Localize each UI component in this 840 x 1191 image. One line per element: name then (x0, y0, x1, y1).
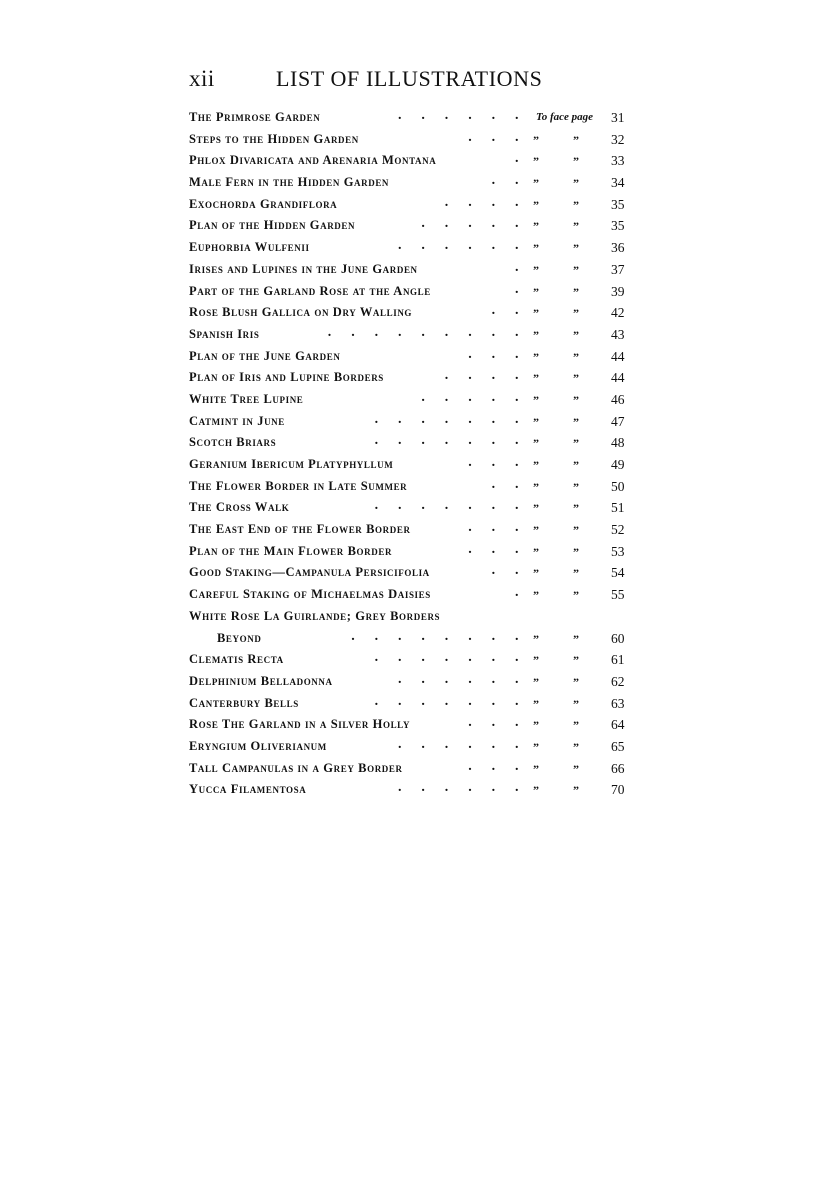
ditto-mark: ” (533, 458, 539, 472)
leader-dot: . (444, 628, 449, 644)
list-item (189, 650, 629, 672)
ditto-mark: ” (533, 696, 539, 711)
leader-dot: . (421, 324, 425, 340)
leader-dot: . (515, 650, 519, 666)
leader-dot: . (515, 715, 519, 731)
illustration-caption: Exochorda Grandiflora (189, 196, 338, 211)
leader-dot: . (351, 628, 355, 644)
leader-dot: . (515, 736, 519, 752)
illustration-caption: Eryngium Oliverianum (189, 738, 327, 753)
ditto-mark: ” (533, 241, 539, 256)
ditto-mark: ” (533, 371, 539, 386)
list-item (189, 151, 629, 173)
leader-dot: . (421, 389, 425, 405)
list-item (189, 759, 629, 781)
leader-dot: . (468, 736, 472, 752)
page-reference: 32 (611, 131, 625, 147)
list-item (189, 195, 629, 217)
list-item (189, 585, 629, 607)
leader-dot: . (491, 541, 496, 557)
ditto-mark: ” (573, 392, 579, 407)
illustration-caption: Yucca Filamentosa (189, 782, 307, 797)
list-item (189, 563, 629, 585)
list-item (189, 282, 629, 304)
leader-dot: . (491, 520, 496, 536)
illustration-caption: White Tree Lupine (189, 391, 304, 406)
leader-dot: . (444, 650, 449, 666)
ditto-mark: ” (573, 132, 579, 147)
ditto-mark: ” (533, 176, 539, 191)
leader-dot: . (374, 628, 379, 644)
leader-dot: . (515, 476, 519, 492)
leader-dot: . (468, 216, 472, 232)
ditto-mark: ” (573, 349, 579, 364)
leader-dot: . (468, 108, 472, 123)
illustration-caption: Good Staking—Campanula Persicifolia (189, 565, 430, 580)
leader-dot: . (491, 129, 496, 145)
leader-dot: . (421, 671, 425, 687)
leader-dot: . (491, 389, 496, 405)
page-reference: 55 (611, 587, 625, 603)
list-item (189, 325, 629, 347)
illustration-caption: Steps to the Hidden Garden (189, 131, 359, 146)
page-reference: 33 (611, 153, 625, 169)
leader-dot: . (515, 693, 519, 709)
leader-dot: . (491, 324, 496, 340)
leader-dot: . (491, 758, 496, 774)
page-reference: 37 (611, 261, 625, 277)
leader-dot: . (515, 585, 519, 601)
list-item (189, 542, 629, 564)
ditto-mark: ” (533, 674, 539, 689)
leader-dot: . (515, 281, 519, 297)
leader-dot: . (468, 194, 472, 210)
list-item (189, 498, 629, 520)
page-reference: 70 (611, 782, 625, 798)
illustration-caption: The East End of the Flower Border (189, 522, 411, 537)
list-item (189, 715, 629, 737)
ditto-mark: ” (573, 739, 579, 754)
leader-dot: . (491, 346, 496, 362)
page-reference: 50 (611, 478, 625, 494)
ditto-mark: ” (533, 197, 539, 212)
list-item (189, 455, 629, 477)
leader-dot: . (515, 238, 519, 254)
leader-dot: . (398, 238, 402, 254)
page-reference: 61 (611, 652, 625, 668)
leader-dot: . (444, 194, 449, 210)
leader-dot: . (374, 498, 379, 514)
leader-dot: . (374, 433, 379, 449)
leader-dot: . (374, 650, 379, 666)
leader-dot: . (491, 650, 496, 666)
ditto-mark: ” (573, 241, 579, 256)
page-reference: 47 (611, 413, 625, 429)
leader-dot: . (468, 780, 472, 796)
page-title: LIST OF ILLUSTRATIONS (276, 66, 543, 91)
ditto-mark: ” (573, 458, 579, 472)
list-item (189, 780, 629, 802)
leader-dot: . (421, 238, 425, 254)
leader-dot: . (421, 780, 425, 796)
leader-dot: . (468, 368, 472, 384)
leader-dot: . (468, 541, 472, 557)
illustration-caption: Tall Campanulas in a Grey Border (189, 760, 403, 775)
page-reference: 34 (611, 175, 625, 191)
leader-dot: . (515, 541, 519, 557)
ditto-mark: ” (573, 523, 579, 538)
ditto-mark: ” (533, 262, 539, 277)
ditto-mark: ” (573, 197, 579, 212)
ditto-mark: ” (573, 653, 579, 668)
illustration-caption: Catmint in June (189, 413, 285, 428)
leader-dot: . (421, 650, 425, 666)
list-item (189, 629, 629, 651)
ditto-mark: ” (573, 436, 579, 451)
ditto-mark: ” (573, 176, 579, 191)
ditto-mark: ” (533, 739, 539, 754)
ditto-mark: ” (533, 219, 539, 234)
leader-dot: . (515, 368, 519, 384)
page-reference: 36 (611, 240, 625, 256)
illustrations-list (189, 108, 629, 802)
leader-dot: . (515, 455, 519, 470)
list-item (189, 173, 629, 195)
ditto-mark: ” (573, 631, 579, 646)
illustration-caption: Clematis Recta (189, 652, 284, 667)
ditto-mark: ” (533, 783, 539, 798)
leader-dot: . (515, 108, 519, 123)
leader-dot: . (491, 455, 496, 470)
page-reference: 42 (611, 305, 625, 321)
ditto-mark: ” (533, 761, 539, 776)
list-item (189, 520, 629, 542)
leader-dot: . (444, 736, 449, 752)
leader-dot: . (515, 346, 519, 362)
leader-dot: . (421, 628, 425, 644)
page-reference: 64 (611, 717, 625, 733)
leader-dot: . (515, 129, 519, 145)
ditto-mark: ” (533, 501, 539, 516)
leader-dot: . (444, 433, 449, 449)
page-reference: 35 (611, 196, 625, 212)
leader-dot: . (468, 389, 472, 405)
illustration-caption: Spanish Iris (189, 326, 260, 341)
to-face-page-label: To face page (536, 111, 594, 123)
illustration-caption: Delphinium Belladonna (189, 673, 333, 688)
list-item (189, 694, 629, 716)
leader-dot: . (398, 736, 402, 752)
leader-dot: . (491, 563, 496, 579)
page-reference: 46 (611, 391, 625, 407)
leader-dot: . (398, 433, 402, 449)
leader-dot: . (398, 671, 402, 687)
leader-dot: . (515, 628, 519, 644)
illustration-caption: Scotch Briars (189, 435, 277, 450)
illustration-caption: Phlox Divaricata and Arenaria Montana (189, 153, 437, 168)
leader-dot: . (468, 650, 472, 666)
ditto-mark: ” (573, 284, 579, 299)
leader-dot: . (398, 693, 402, 709)
list-item (189, 347, 629, 369)
ditto-mark: ” (533, 414, 539, 429)
ditto-mark: ” (533, 631, 539, 646)
illustration-caption: Beyond (217, 630, 262, 645)
list-item (189, 216, 629, 238)
leader-dot: . (491, 216, 496, 232)
ditto-mark: ” (533, 154, 539, 169)
leader-dot: . (421, 693, 425, 709)
ditto-mark: ” (573, 783, 579, 798)
illustration-caption: Careful Staking of Michaelmas Daisies (189, 587, 431, 602)
page-reference: 39 (611, 283, 625, 299)
page-reference: 63 (611, 695, 625, 711)
leader-dot: . (421, 736, 425, 752)
ditto-mark: ” (573, 219, 579, 234)
leader-dot: . (398, 411, 402, 427)
leader-dot: . (468, 520, 472, 536)
leader-dot: . (515, 433, 519, 449)
leader-dot: . (515, 173, 519, 189)
leader-dot: . (468, 498, 472, 514)
leader-dot: . (468, 238, 472, 254)
ditto-mark: ” (533, 523, 539, 538)
leader-dot: . (491, 693, 496, 709)
leader-dot: . (515, 520, 519, 536)
leader-dot: . (421, 108, 425, 123)
leader-dot: . (374, 324, 379, 340)
ditto-mark: ” (573, 327, 579, 342)
list-item (189, 477, 629, 499)
leader-dot: . (515, 780, 519, 796)
page-reference: 65 (611, 738, 625, 754)
illustration-caption: Male Fern in the Hidden Garden (189, 175, 390, 190)
leader-dot: . (374, 411, 379, 427)
leader-dot: . (491, 715, 496, 731)
list-item (189, 238, 629, 260)
illustration-caption: Plan of the June Garden (189, 348, 341, 363)
leader-dot: . (491, 736, 496, 752)
leader-dot: . (444, 216, 449, 232)
ditto-mark: ” (533, 544, 539, 559)
leader-dot: . (468, 758, 472, 774)
illustration-caption: White Rose La Guirlande; Grey Borders (189, 608, 441, 623)
illustration-caption: Rose The Garland in a Silver Holly (189, 717, 411, 732)
page-reference: 62 (611, 673, 625, 689)
leader-dot: . (515, 411, 519, 427)
leader-dot: . (444, 238, 449, 254)
list-item (189, 108, 629, 130)
leader-dot: . (515, 389, 519, 405)
leader-dot: . (468, 455, 472, 470)
leader-dot: . (444, 389, 449, 405)
leader-dot: . (468, 715, 472, 731)
page-reference: 52 (611, 522, 625, 538)
page-reference: 44 (611, 370, 625, 386)
leader-dot: . (468, 433, 472, 449)
ditto-mark: ” (573, 696, 579, 711)
ditto-mark: ” (573, 544, 579, 559)
leader-dot: . (491, 628, 496, 644)
leader-dot: . (444, 411, 449, 427)
leader-dot: . (515, 259, 519, 275)
illustration-caption: The Flower Border in Late Summer (189, 478, 408, 493)
leader-dot: . (515, 216, 519, 232)
page-reference: 44 (611, 348, 625, 364)
leader-dot: . (491, 411, 496, 427)
leader-dot: . (398, 324, 402, 340)
list-item (189, 303, 629, 325)
ditto-mark: ” (573, 414, 579, 429)
leader-dot: . (515, 151, 519, 167)
leader-dot: . (444, 498, 449, 514)
ditto-mark: ” (533, 306, 539, 321)
ditto-mark: ” (533, 349, 539, 364)
illustration-caption: Geranium Ibericum Platyphyllum (189, 457, 394, 471)
leader-dot: . (491, 368, 496, 384)
ditto-mark: ” (533, 132, 539, 147)
leader-dot: . (444, 693, 449, 709)
leader-dot: . (515, 303, 519, 319)
illustration-caption: The Cross Walk (189, 500, 290, 515)
list-item (189, 368, 629, 390)
list-item (189, 260, 629, 282)
ditto-mark: ” (533, 392, 539, 407)
leader-dot: . (421, 498, 425, 514)
ditto-mark: ” (573, 718, 579, 733)
leader-dot: . (515, 194, 519, 210)
leader-dot: . (398, 650, 402, 666)
ditto-mark: ” (573, 479, 579, 494)
ditto-mark: ” (533, 479, 539, 494)
ditto-mark: ” (533, 566, 539, 581)
ditto-mark: ” (533, 284, 539, 299)
leader-dot: . (491, 194, 496, 210)
ditto-mark: ” (533, 653, 539, 668)
ditto-mark: ” (573, 674, 579, 689)
leader-dot: . (468, 628, 472, 644)
list-item (189, 672, 629, 694)
leader-dot: . (515, 498, 519, 514)
illustration-caption: Canterbury Bells (189, 695, 299, 710)
leader-dot: . (421, 216, 425, 232)
list-item (189, 607, 629, 629)
page-reference: 51 (611, 500, 625, 516)
page-number: xii (189, 66, 215, 91)
ditto-mark: ” (573, 761, 579, 776)
page-reference: 54 (611, 565, 625, 581)
ditto-mark: ” (533, 327, 539, 342)
page-reference: 31 (611, 110, 625, 125)
leader-dot: . (327, 324, 332, 340)
leader-dot: . (444, 108, 449, 123)
list-item (189, 130, 629, 152)
list-item (189, 412, 629, 434)
leader-dot: . (468, 693, 472, 709)
leader-dot: . (444, 780, 449, 796)
leader-dot: . (515, 758, 519, 774)
illustration-caption: Irises and Lupines in the June Garden (189, 261, 418, 276)
leader-dot: . (468, 671, 472, 687)
leader-dot: . (468, 411, 472, 427)
list-item (189, 390, 629, 412)
leader-dot: . (491, 433, 496, 449)
leader-dot: . (468, 324, 472, 340)
illustration-caption: Plan of Iris and Lupine Borders (189, 370, 384, 385)
leader-dot: . (444, 324, 449, 340)
illustration-caption: Euphorbia Wulfenii (189, 240, 310, 255)
illustration-caption: Part of the Garland Rose at the Angle (189, 283, 431, 298)
leader-dot: . (421, 433, 425, 449)
ditto-mark: ” (573, 262, 579, 277)
leader-dot: . (398, 108, 402, 123)
ditto-mark: ” (573, 588, 579, 603)
leader-dot: . (491, 476, 496, 492)
page-reference: 66 (611, 760, 625, 776)
ditto-mark: ” (573, 371, 579, 386)
list-item (189, 737, 629, 759)
leader-dot: . (491, 238, 496, 254)
leader-dot: . (491, 173, 496, 189)
page-reference: 35 (611, 218, 625, 234)
ditto-mark: ” (573, 306, 579, 321)
ditto-mark: ” (533, 588, 539, 603)
leader-dot: . (468, 346, 472, 362)
page-reference: 48 (611, 435, 625, 451)
leader-dot: . (491, 303, 496, 319)
leader-dot: . (515, 563, 519, 579)
ditto-mark: ” (573, 566, 579, 581)
leader-dot: . (398, 780, 402, 796)
ditto-mark: ” (573, 154, 579, 169)
leader-dot: . (444, 671, 449, 687)
illustration-caption: The Primrose Garden (189, 110, 321, 124)
page-reference: 53 (611, 543, 625, 559)
leader-dot: . (444, 368, 449, 384)
leader-dot: . (491, 498, 496, 514)
ditto-mark: ” (533, 718, 539, 733)
leader-dot: . (491, 671, 496, 687)
leader-dot: . (491, 108, 496, 123)
leader-dot: . (468, 129, 472, 145)
leader-dot: . (374, 693, 379, 709)
leader-dot: . (515, 671, 519, 687)
ditto-mark: ” (533, 436, 539, 451)
leader-dot: . (515, 324, 519, 340)
page-header (189, 66, 629, 100)
leader-dot: . (491, 780, 496, 796)
page-reference: 60 (611, 630, 625, 646)
leader-dot: . (351, 324, 355, 340)
leader-dot: . (421, 411, 425, 427)
leader-dot: . (398, 498, 402, 514)
illustration-caption: Rose Blush Gallica on Dry Walling (189, 305, 413, 320)
ditto-mark: ” (573, 501, 579, 516)
list-item (189, 433, 629, 455)
page-reference: 49 (611, 457, 625, 472)
illustration-caption: Plan of the Hidden Garden (189, 218, 356, 233)
page-reference: 43 (611, 326, 625, 342)
illustration-caption: Plan of the Main Flower Border (189, 543, 393, 558)
leader-dot: . (398, 628, 402, 644)
